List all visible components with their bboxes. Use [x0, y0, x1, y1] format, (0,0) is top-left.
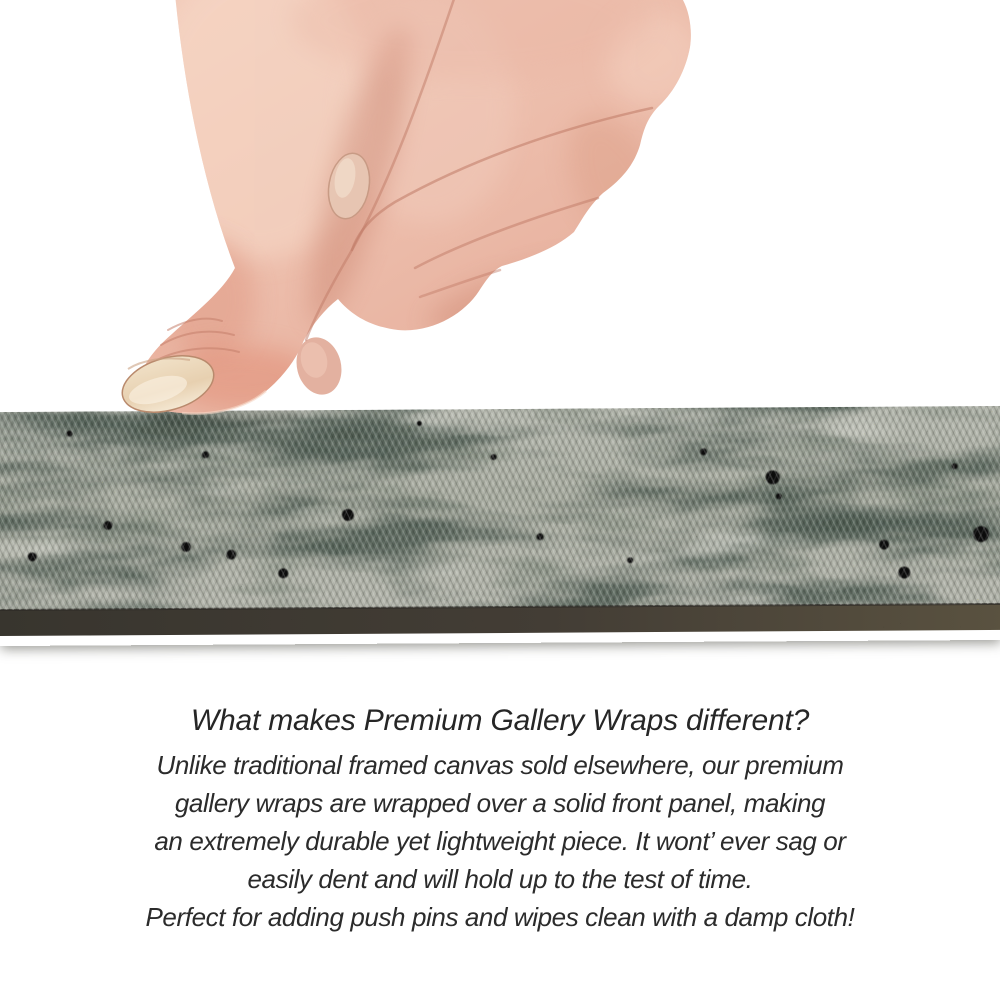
caption-line: easily dent and will hold up to the test of time.	[247, 864, 753, 894]
caption-body	[0, 746, 1000, 936]
caption-line: gallery wraps are wrapped over a solid front panel, making	[174, 788, 826, 818]
hand-photo	[0, 0, 1000, 432]
canvas-strip	[0, 406, 1000, 646]
caption-line: an extremely durable yet lightweight piece. It wont’ ever sag or	[154, 826, 846, 856]
canvas-strip-texture	[0, 406, 1000, 646]
caption-line: Unlike traditional framed canvas sold elsewhere, our premium	[156, 750, 844, 780]
caption-heading: What makes Premium Gallery Wraps different?	[190, 704, 810, 737]
caption-line: Perfect for adding push pins and wipes clean with a damp cloth!	[145, 902, 855, 932]
caption-block	[0, 701, 1000, 936]
